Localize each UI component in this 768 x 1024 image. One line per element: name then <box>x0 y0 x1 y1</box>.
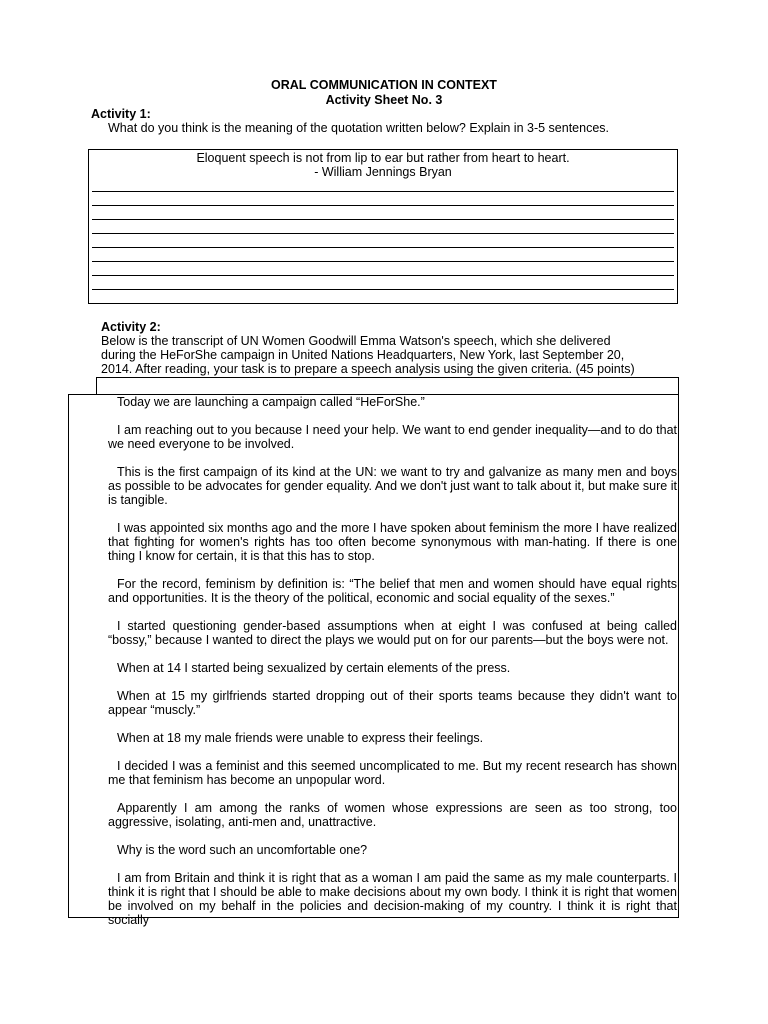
activity2-heading: Activity 2: <box>101 320 161 334</box>
document-title: ORAL COMMUNICATION IN CONTEXT <box>271 78 497 92</box>
answer-line[interactable] <box>92 261 674 262</box>
transcript-paragraph: I decided I was a feminist and this seemed uncomplicated to me. But my recent research has shown me that feminism has become an unpopular word. <box>108 759 677 787</box>
transcript-paragraph: Today we are launching a campaign called “HeForShe.” <box>117 395 425 409</box>
transcript-paragraph: When at 15 my girlfriends started dropping out of their sports teams because they didn't want to appear “muscly.” <box>108 689 677 717</box>
transcript-paragraph: This is the first campaign of its kind at the UN: we want to try and galvanize as many men and boys as possible to be advocates for gender equality. And we don't just want to talk about it, but make sure it is tangible. <box>108 465 677 507</box>
speech-transcript-box <box>68 394 679 927</box>
answer-line[interactable] <box>92 233 674 234</box>
answer-line[interactable] <box>92 219 674 220</box>
transcript-paragraph: I am from Britain and think it is right that as a woman I am paid the same as my male counterparts. I think it is right that I should be able to make decisions about my own body. I think it is right that women be involved on my behalf in the policies and decision-making of my country. I think it is right that socially <box>108 871 677 927</box>
activity2-instruction-line: during the HeForShe campaign in United Nations Headquarters, New York, last September 20, <box>101 348 625 362</box>
transcript-paragraph: I was appointed six months ago and the more I have spoken about feminism the more I have realized that fighting for women's rights has too often become synonymous with man-hating. If there is one thing I know for certain, it is that this has to stop. <box>108 521 677 563</box>
quotation-author: - William Jennings Bryan <box>314 165 452 179</box>
activity1-answer-box <box>88 149 678 304</box>
quotation-text: Eloquent speech is not from lip to ear but rather from heart to heart. <box>196 151 570 165</box>
answer-line[interactable] <box>92 191 674 192</box>
transcript-paragraph: Apparently I am among the ranks of women whose expressions are seen as too strong, too aggressive, isolating, anti-men and, unattractive. <box>108 801 677 829</box>
transcript-paragraph: Why is the word such an uncomfortable one? <box>117 843 368 857</box>
transcript-paragraph: I started questioning gender-based assumptions when at eight I was confused at being called “bossy,” because I wanted to direct the plays we would put on for our parents—but the boys were not. <box>108 619 677 647</box>
transcript-paragraph: For the record, feminism by definition is: “The belief that men and women should have equal rights and opportunities. It is the theory of the political, economic and social equality of the sexes.” <box>108 577 677 605</box>
empty-header-box <box>96 377 679 395</box>
speech-transcript <box>108 395 677 927</box>
activity-sheet-number: Activity Sheet No. 3 <box>325 93 443 107</box>
transcript-paragraph: I am reaching out to you because I need your help. We want to end gender inequality—and to do that we need everyone to be involved. <box>108 423 677 451</box>
answer-line[interactable] <box>92 275 674 276</box>
activity1-heading: Activity 1: <box>91 107 151 121</box>
transcript-paragraph: When at 14 I started being sexualized by certain elements of the press. <box>117 661 511 675</box>
activity2-instruction-line: Below is the transcript of UN Women Goodwill Emma Watson's speech, which she delivered <box>101 334 611 348</box>
transcript-paragraph: When at 18 my male friends were unable to express their feelings. <box>117 731 484 745</box>
activity1-instruction: What do you think is the meaning of the quotation written below? Explain in 3-5 sentences. <box>108 121 609 135</box>
activity2-instruction-line: 2014. After reading, your task is to prepare a speech analysis using the given criteria. (45 points) <box>101 362 635 376</box>
answer-line[interactable] <box>92 289 674 290</box>
answer-line[interactable] <box>92 247 674 248</box>
answer-line[interactable] <box>92 205 674 206</box>
